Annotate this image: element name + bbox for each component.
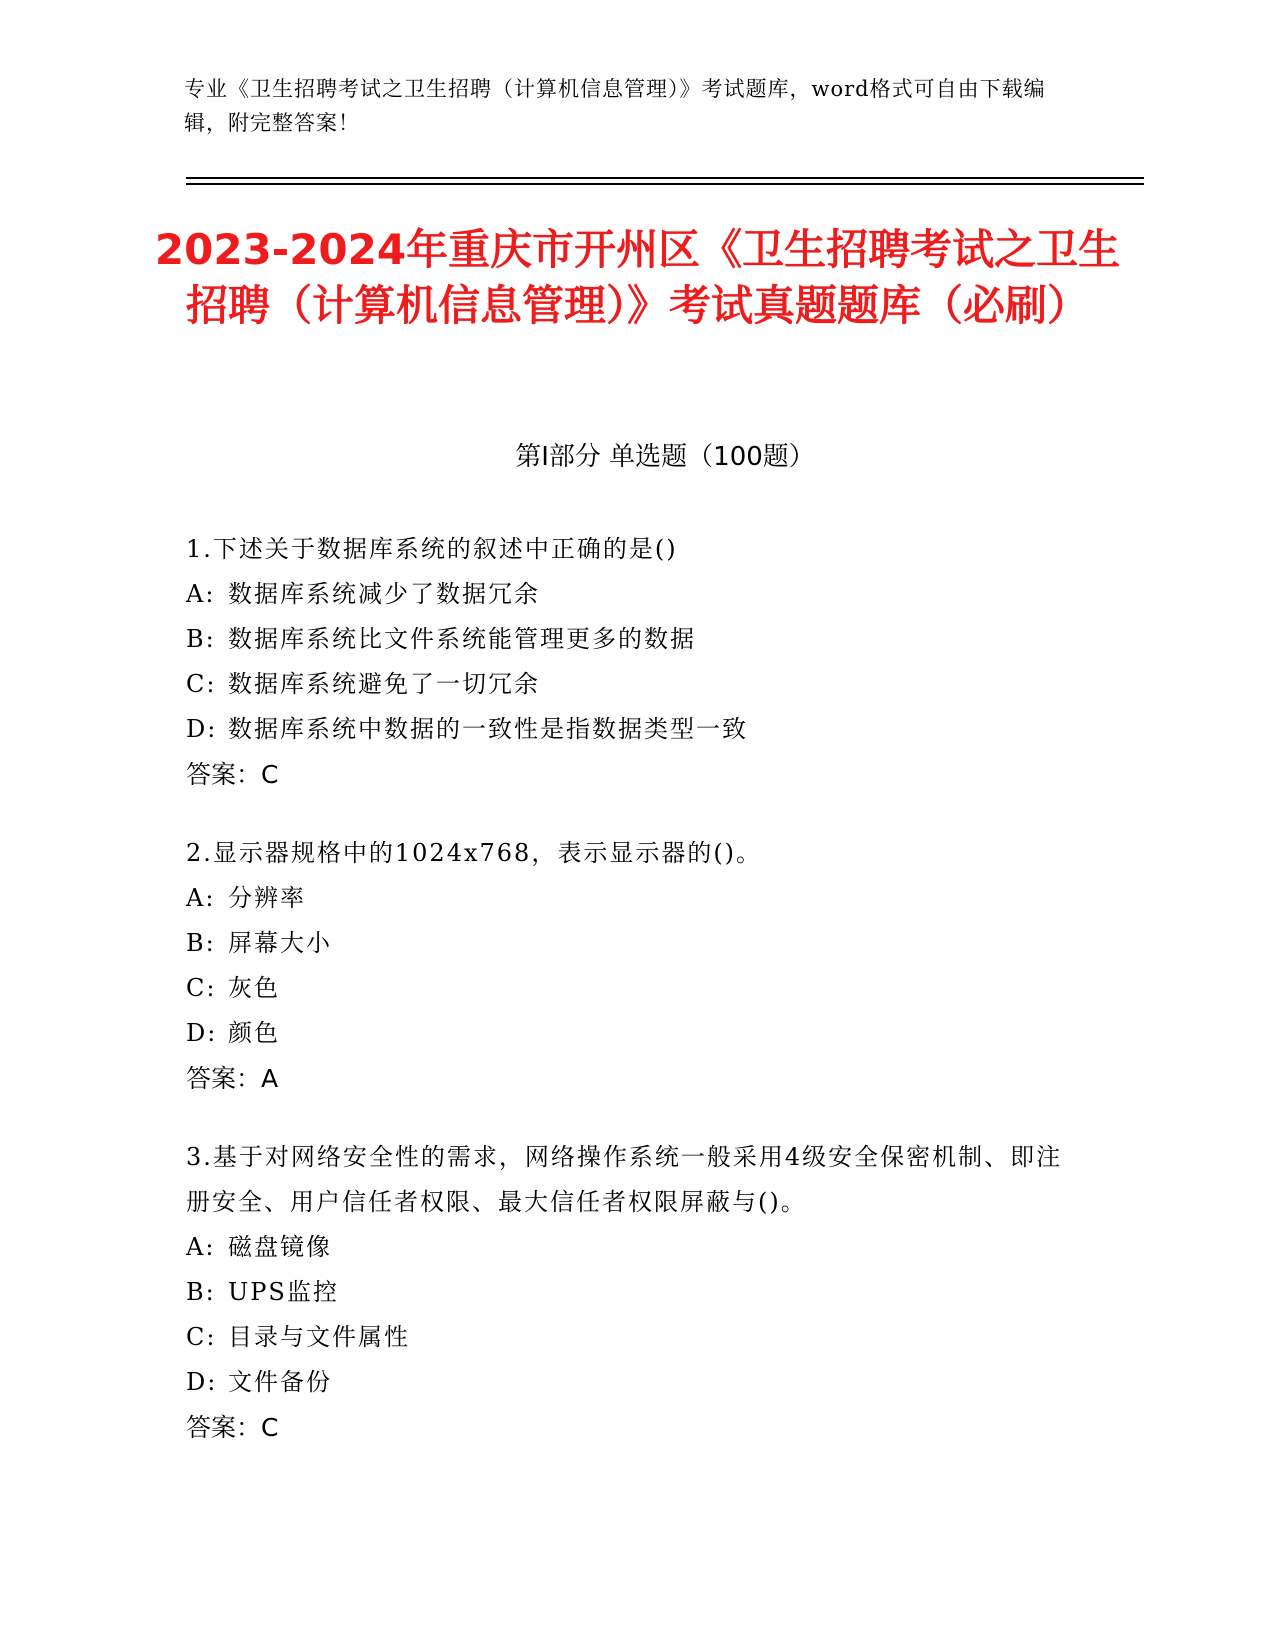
- option-key: B:: [186, 625, 216, 653]
- document-title: 2023-2024年重庆市开州区《卫生招聘考试之卫生招聘（计算机信息管理）》考试真题题库（必刷）: [154, 225, 1121, 330]
- option-key: D:: [186, 1019, 218, 1047]
- option-b: [186, 921, 1066, 966]
- option-key: A:: [186, 884, 216, 912]
- option-text: 数据库系统比文件系统能管理更多的数据: [228, 625, 696, 653]
- option-text: 灰色: [228, 974, 280, 1002]
- option-text: 磁盘镜像: [228, 1233, 332, 1261]
- question-text: 1.下述关于数据库系统的叙述中正确的是(): [186, 535, 678, 563]
- option-text: 文件备份: [228, 1368, 332, 1396]
- question-list: [186, 527, 1066, 1484]
- option-d: [186, 707, 1066, 752]
- answer-label: 答案：: [186, 760, 262, 789]
- question-3: [186, 1135, 1066, 1450]
- section-heading: 第Ⅰ部分 单选题（100题）: [515, 442, 815, 472]
- option-key: C:: [186, 1323, 217, 1351]
- option-key: A:: [186, 580, 216, 608]
- option-a: [186, 876, 1066, 921]
- option-key: C:: [186, 974, 217, 1002]
- option-text: UPS监控: [228, 1278, 339, 1306]
- option-key: A:: [186, 1233, 216, 1261]
- header-divider-bottom: [186, 183, 1144, 185]
- answer-line: [186, 752, 1066, 797]
- question-2: [186, 831, 1066, 1101]
- option-key: C:: [186, 670, 217, 698]
- option-b: [186, 1270, 1066, 1315]
- option-text: 分辨率: [228, 884, 306, 912]
- option-a: [186, 1225, 1066, 1270]
- option-text: 目录与文件属性: [228, 1323, 410, 1351]
- header-divider-top: [186, 177, 1144, 179]
- option-c: [186, 1315, 1066, 1360]
- option-key: B:: [186, 929, 216, 957]
- question-1: [186, 527, 1066, 797]
- option-key: B:: [186, 1278, 216, 1306]
- option-d: [186, 1360, 1066, 1405]
- answer-line: [186, 1405, 1066, 1450]
- option-c: [186, 662, 1066, 707]
- question-text: 2.显示器规格中的1024x768，表示显示器的()。: [186, 839, 763, 867]
- option-text: 数据库系统避免了一切冗余: [228, 670, 540, 698]
- option-text: 屏幕大小: [228, 929, 332, 957]
- question-text: 3.基于对网络安全性的需求，网络操作系统一般采用4级安全保密机制、即注册安全、用户信任者权限、最大信任者权限屏蔽与()。: [186, 1143, 1063, 1216]
- answer-value: C: [261, 1413, 279, 1442]
- answer-label: 答案：: [186, 1064, 262, 1093]
- answer-label: 答案：: [186, 1413, 262, 1442]
- option-a: [186, 572, 1066, 617]
- answer-value: C: [261, 760, 279, 789]
- option-text: 数据库系统减少了数据冗余: [228, 580, 540, 608]
- header-note: 专业《卫生招聘考试之卫生招聘（计算机信息管理）》考试题库，word格式可自由下载编辑，附完整答案！: [184, 77, 1046, 135]
- option-d: [186, 1011, 1066, 1056]
- option-text: 数据库系统中数据的一致性是指数据类型一致: [228, 715, 748, 743]
- answer-value: A: [261, 1064, 279, 1093]
- option-c: [186, 966, 1066, 1011]
- option-key: D:: [186, 715, 218, 743]
- option-text: 颜色: [228, 1019, 280, 1047]
- option-b: [186, 617, 1066, 662]
- option-key: D:: [186, 1368, 218, 1396]
- answer-line: [186, 1056, 1066, 1101]
